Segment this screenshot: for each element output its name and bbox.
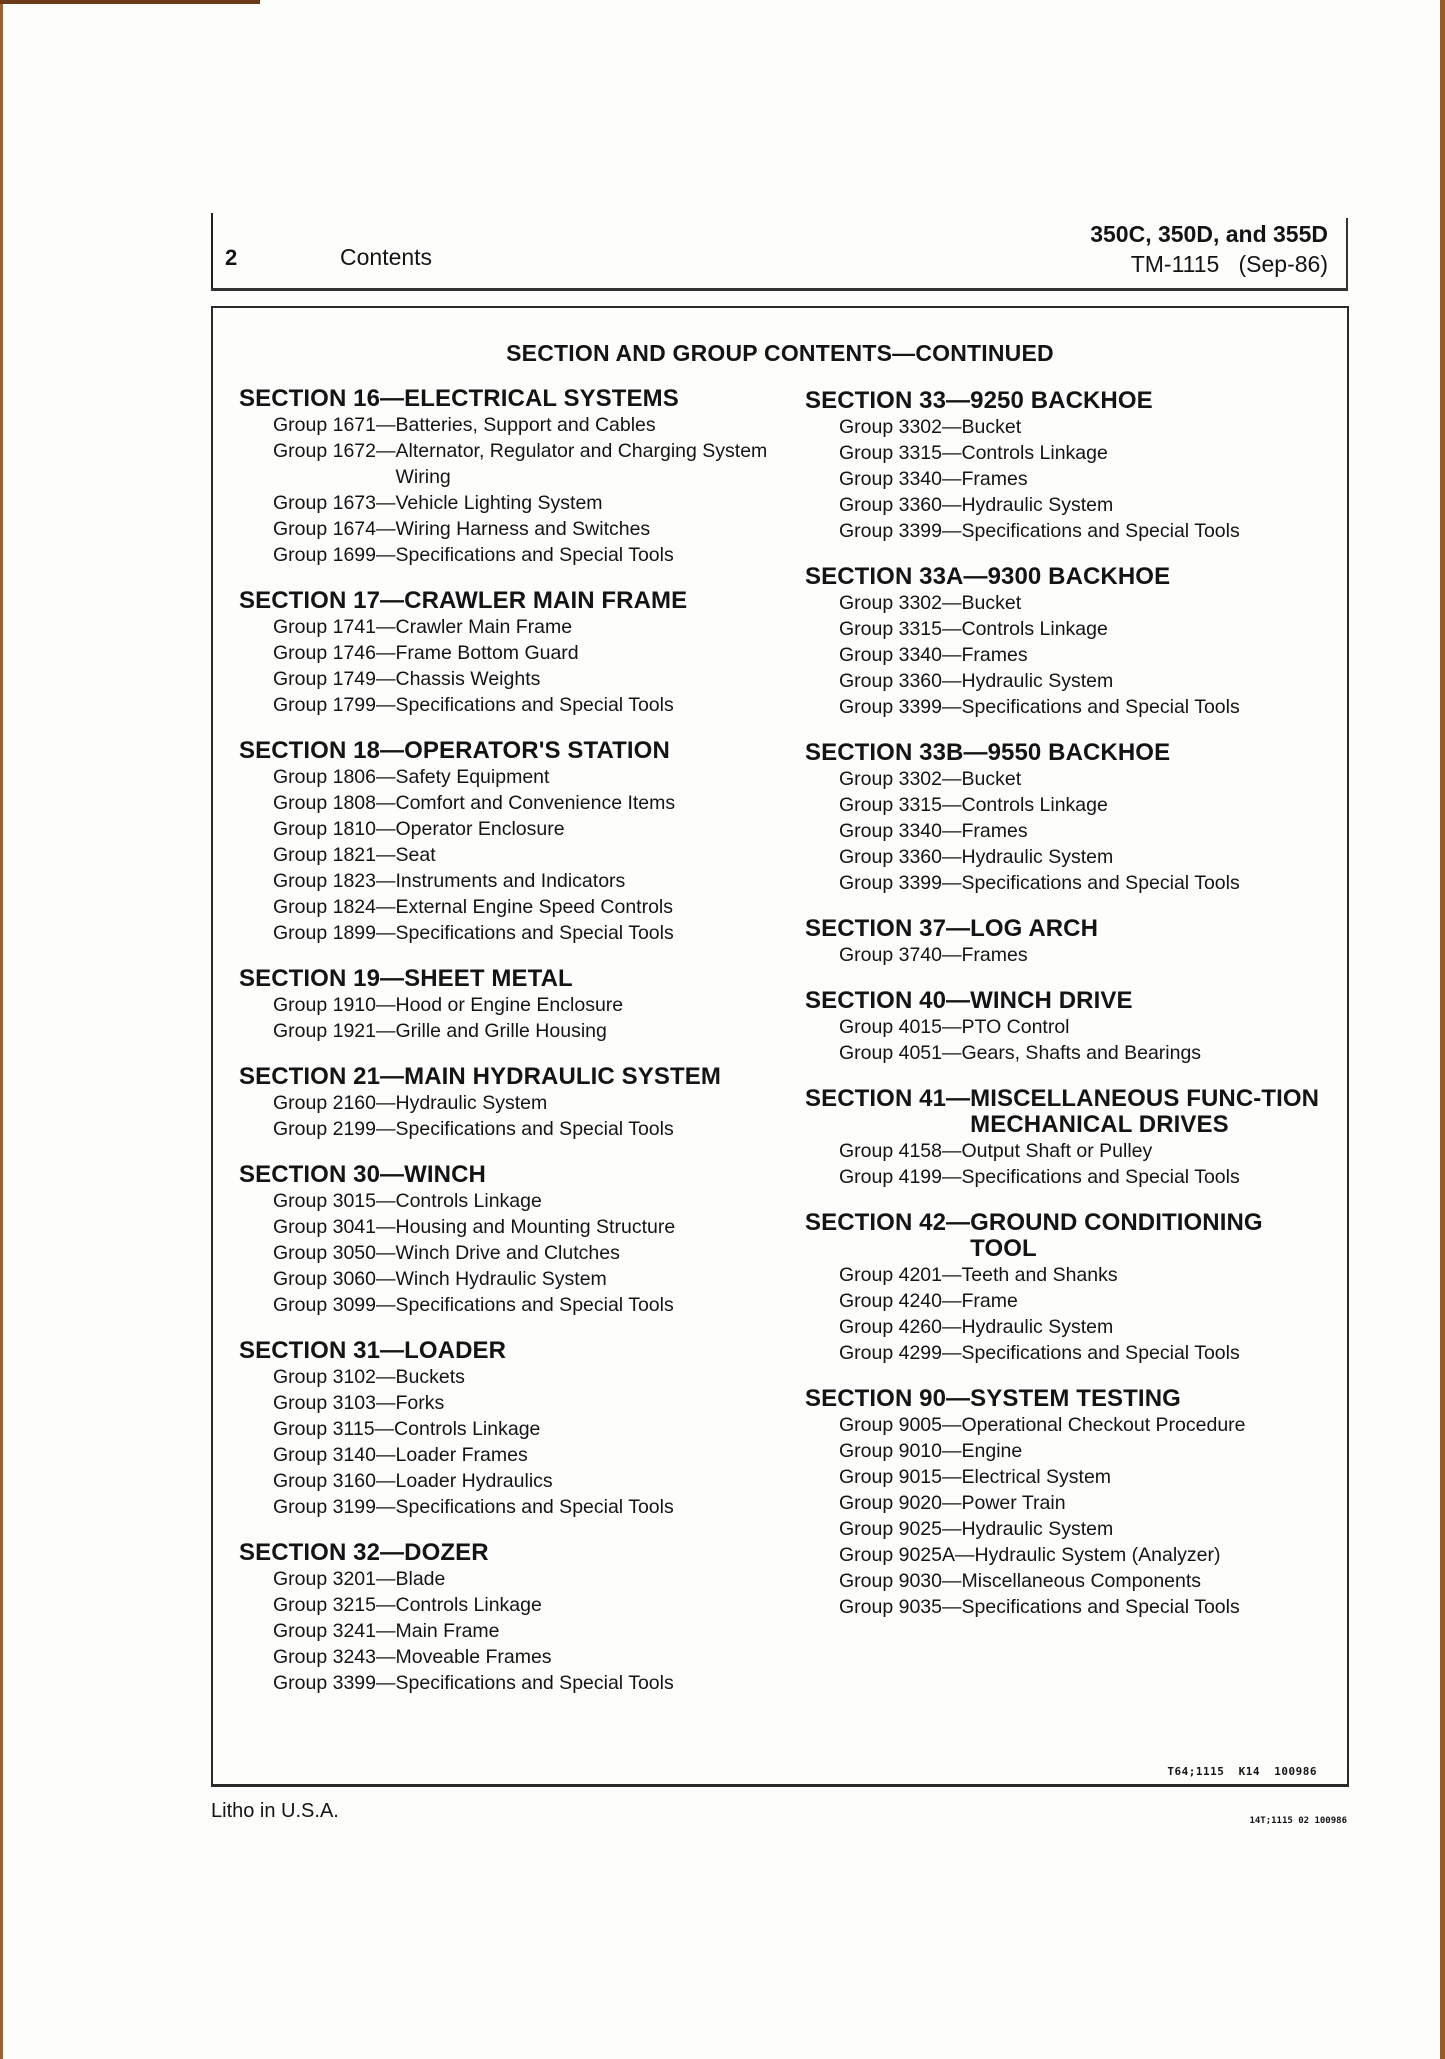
group-name: Hydraulic System: [961, 1518, 1114, 1540]
group-number: Group 3115—: [273, 1418, 395, 1440]
group-number: Group 4240—: [839, 1290, 962, 1312]
group-number: Group 1823—: [273, 870, 396, 892]
group-number: Group 3399—: [839, 520, 962, 542]
group-number: Group 3315—: [839, 794, 962, 816]
contents-box: [211, 306, 1349, 1787]
contents-title: SECTION AND GROUP CONTENTS—CONTINUED: [506, 340, 1054, 366]
group-entry: [239, 1416, 779, 1442]
section-number: SECTION 18—: [239, 737, 405, 764]
group-number: Group 3302—: [839, 416, 962, 438]
group-number: Group 3399—: [839, 872, 962, 894]
group-entry: [239, 1214, 779, 1240]
section-number: SECTION 33A—: [805, 563, 988, 590]
group-name: Hydraulic System: [961, 670, 1114, 692]
group-entry: [805, 1340, 1335, 1366]
group-number: Group 3302—: [839, 768, 962, 790]
group-name: Specifications and Special Tools: [395, 694, 674, 716]
group-entry: [805, 1594, 1335, 1620]
group-name: Controls Linkage: [961, 794, 1108, 816]
group-entry: [805, 1542, 1335, 1568]
group-number: Group 3302—: [839, 592, 962, 614]
group-name: Comfort and Convenience Items: [395, 792, 676, 814]
group-entry: [239, 1266, 779, 1292]
group-name: Hydraulic System: [961, 494, 1114, 516]
section-entry: [239, 1338, 779, 1520]
group-number: Group 2160—: [273, 1092, 396, 1114]
section-heading: [805, 1086, 1335, 1138]
group-name: Forks: [395, 1392, 445, 1414]
section-number: SECTION 37—: [805, 915, 971, 942]
group-number: Group 9025A—: [839, 1544, 975, 1566]
group-number: Group 1810—: [273, 818, 396, 840]
group-name: Specifications and Special Tools: [961, 696, 1240, 718]
section-heading: [239, 966, 779, 992]
group-name: Controls Linkage: [395, 1190, 542, 1212]
group-name: Wiring Harness and Switches: [395, 518, 651, 540]
group-entry: [805, 642, 1335, 668]
group-name: Frame: [961, 1290, 1018, 1312]
group-name: Moveable Frames: [395, 1646, 552, 1668]
page-edge-left: [0, 0, 3, 2059]
group-name: Specifications and Special Tools: [961, 1596, 1240, 1618]
group-number: Group 3102—: [273, 1366, 396, 1388]
group-number: Group 3099—: [273, 1294, 396, 1316]
group-number: Group 1673—: [273, 492, 396, 514]
group-number: Group 9025—: [839, 1518, 962, 1540]
group-name: Power Train: [961, 1492, 1066, 1514]
group-number: Group 1799—: [273, 694, 396, 716]
section-entry: [805, 916, 1335, 968]
group-entry: [805, 1164, 1335, 1190]
group-name: Chassis Weights: [395, 668, 541, 690]
group-number: Group 3160—: [273, 1470, 396, 1492]
group-entry: [239, 1188, 779, 1214]
group-name: Controls Linkage: [961, 442, 1108, 464]
group-number: Group 3041—: [273, 1216, 396, 1238]
group-entry: [805, 694, 1335, 720]
group-entry: [805, 1040, 1335, 1066]
group-entry: [239, 1566, 779, 1592]
group-name: Teeth and Shanks: [961, 1264, 1118, 1286]
section-entry: [805, 1210, 1335, 1366]
section-number: SECTION 19—: [239, 965, 405, 992]
group-number: Group 1671—: [273, 414, 396, 436]
group-name: Bucket: [961, 592, 1022, 614]
group-name: Specifications and Special Tools: [395, 1294, 674, 1316]
group-entry: [239, 1468, 779, 1494]
group-entry: [239, 1494, 779, 1520]
group-name: Specifications and Special Tools: [961, 1342, 1240, 1364]
section-number: SECTION 32—: [239, 1539, 405, 1566]
group-name: Winch Hydraulic System: [395, 1268, 607, 1290]
group-entry: [239, 542, 779, 568]
group-name: Hood or Engine Enclosure: [395, 994, 624, 1016]
group-entry: [805, 1014, 1335, 1040]
group-entry: [239, 1090, 779, 1116]
section-name: WINCH DRIVE: [970, 987, 1133, 1014]
group-name: Batteries, Support and Cables: [395, 414, 656, 436]
group-name: Frames: [961, 468, 1028, 490]
left-column: [239, 386, 779, 1716]
group-entry: [239, 1670, 779, 1696]
section-heading: [805, 916, 1335, 942]
group-entry: [239, 412, 779, 438]
group-entry: [239, 1644, 779, 1670]
group-name: Engine: [961, 1440, 1023, 1462]
group-entry: [805, 466, 1335, 492]
page-print-code: 14T;1115 02 100986: [1249, 1816, 1347, 1826]
page-edge-top: [0, 0, 260, 4]
group-name: Hydraulic System: [961, 1316, 1114, 1338]
section-entry: [805, 740, 1335, 896]
group-entry: [239, 1116, 779, 1142]
group-name: Specifications and Special Tools: [961, 1166, 1240, 1188]
group-number: Group 1808—: [273, 792, 396, 814]
group-number: Group 9035—: [839, 1596, 962, 1618]
section-number: SECTION 31—: [239, 1337, 405, 1364]
group-number: Group 9005—: [839, 1414, 962, 1436]
section-entry: [805, 1386, 1335, 1620]
group-entry: [239, 1442, 779, 1468]
group-number: Group 4201—: [839, 1264, 962, 1286]
group-entry: [805, 1464, 1335, 1490]
section-name: WINCH: [404, 1161, 486, 1188]
group-number: Group 3740—: [839, 944, 962, 966]
section-heading: [239, 588, 779, 614]
group-number: Group 4051—: [839, 1042, 962, 1064]
group-name: Alternator, Regulator and Charging System Wiring: [395, 440, 768, 488]
group-name: Output Shaft or Pulley: [961, 1140, 1153, 1162]
litho-notice: Litho in U.S.A.: [211, 1800, 339, 1822]
section-heading: [805, 988, 1335, 1014]
header-rule-right: [1346, 218, 1348, 290]
page-edge-right: [1440, 0, 1445, 2059]
group-entry: [239, 666, 779, 692]
group-entry: [239, 868, 779, 894]
group-number: Group 1910—: [273, 994, 396, 1016]
group-entry: [805, 1568, 1335, 1594]
group-number: Group 3201—: [273, 1568, 396, 1590]
group-number: Group 3360—: [839, 494, 962, 516]
section-number: SECTION 33—: [805, 387, 971, 414]
group-name: Hydraulic System: [961, 846, 1114, 868]
group-name: Specifications and Special Tools: [395, 1118, 674, 1140]
group-entry: [805, 1262, 1335, 1288]
header-rule-bottom: [211, 288, 1348, 291]
group-number: Group 9020—: [839, 1492, 962, 1514]
group-entry: [805, 492, 1335, 518]
section-name: MISCELLANEOUS FUNC-TION MECHANICAL DRIVES: [970, 1085, 1320, 1138]
section-name: CRAWLER MAIN FRAME: [404, 587, 688, 614]
section-name: GROUND CONDITIONING TOOL: [970, 1209, 1263, 1262]
group-name: Specifications and Special Tools: [395, 544, 674, 566]
group-number: Group 3050—: [273, 1242, 396, 1264]
group-name: Seat: [395, 844, 436, 866]
group-number: Group 9015—: [839, 1466, 962, 1488]
section-name: LOADER: [404, 1337, 507, 1364]
right-column: [805, 388, 1335, 1640]
group-name: Controls Linkage: [395, 1594, 542, 1616]
group-number: Group 3215—: [273, 1594, 396, 1616]
section-name: ELECTRICAL SYSTEMS: [404, 385, 679, 412]
section-heading: [239, 1064, 779, 1090]
group-number: Group 1899—: [273, 922, 396, 944]
section-number: SECTION 17—: [239, 587, 405, 614]
group-entry: [805, 942, 1335, 968]
group-name: Operator Enclosure: [395, 818, 565, 840]
group-number: Group 3315—: [839, 618, 962, 640]
group-entry: [239, 920, 779, 946]
group-entry: [239, 1240, 779, 1266]
section-heading: [805, 564, 1335, 590]
group-entry: [805, 616, 1335, 642]
group-name: Instruments and Indicators: [395, 870, 626, 892]
group-name: Specifications and Special Tools: [395, 922, 674, 944]
group-name: Loader Hydraulics: [395, 1470, 553, 1492]
group-entry: [805, 440, 1335, 466]
group-number: Group 3015—: [273, 1190, 396, 1212]
group-entry: [805, 1516, 1335, 1542]
group-entry: [239, 992, 779, 1018]
group-name: Controls Linkage: [961, 618, 1108, 640]
group-name: Bucket: [961, 768, 1022, 790]
section-heading: [239, 386, 779, 412]
group-number: Group 2199—: [273, 1118, 396, 1140]
section-entry: [239, 1540, 779, 1696]
group-number: Group 4299—: [839, 1342, 962, 1364]
section-heading: [805, 388, 1335, 414]
group-name: Vehicle Lighting System: [395, 492, 603, 514]
group-entry: [239, 1618, 779, 1644]
group-name: Gears, Shafts and Bearings: [961, 1042, 1202, 1064]
group-number: Group 1699—: [273, 544, 396, 566]
section-entry: [239, 966, 779, 1044]
group-entry: [805, 590, 1335, 616]
group-entry: [805, 518, 1335, 544]
group-entry: [239, 614, 779, 640]
group-number: Group 3241—: [273, 1620, 396, 1642]
section-entry: [239, 1064, 779, 1142]
group-number: Group 1672—: [273, 440, 396, 462]
group-number: Group 3399—: [273, 1672, 396, 1694]
group-entry: [805, 1314, 1335, 1340]
group-entry: [805, 792, 1335, 818]
group-number: Group 3199—: [273, 1496, 396, 1518]
group-entry: [239, 894, 779, 920]
section-name: OPERATOR'S STATION: [404, 737, 670, 764]
group-number: Group 1749—: [273, 668, 396, 690]
section-name: SHEET METAL: [404, 965, 573, 992]
group-name: Hydraulic System (Analyzer): [974, 1544, 1221, 1566]
group-entry: [805, 1438, 1335, 1464]
group-number: Group 1674—: [273, 518, 396, 540]
group-entry: [239, 1390, 779, 1416]
group-entry: [239, 1364, 779, 1390]
group-entry: [805, 668, 1335, 694]
section-heading: [239, 738, 779, 764]
group-number: Group 1741—: [273, 616, 396, 638]
group-number: Group 3399—: [839, 696, 962, 718]
group-entry: [239, 516, 779, 542]
group-number: Group 1824—: [273, 896, 396, 918]
group-name: Frames: [961, 644, 1028, 666]
group-name: Blade: [395, 1568, 446, 1590]
model-numbers: 350C, 350D, and 355D: [1090, 221, 1328, 247]
group-name: Bucket: [961, 416, 1022, 438]
group-name: Winch Drive and Clutches: [395, 1242, 620, 1264]
section-entry: [805, 564, 1335, 720]
group-entry: [805, 1412, 1335, 1438]
group-entry: [239, 490, 779, 516]
group-name: Controls Linkage: [394, 1418, 541, 1440]
section-entry: [239, 738, 779, 946]
group-name: Electrical System: [961, 1466, 1112, 1488]
running-title: Contents: [340, 244, 433, 270]
section-heading: [805, 1210, 1335, 1262]
group-name: Buckets: [395, 1366, 465, 1388]
section-name: 9300 BACKHOE: [987, 563, 1171, 590]
section-number: SECTION 30—: [239, 1161, 405, 1188]
group-name: Specifications and Special Tools: [961, 520, 1240, 542]
section-name: DOZER: [404, 1539, 489, 1566]
group-number: Group 3140—: [273, 1444, 396, 1466]
group-number: Group 3243—: [273, 1646, 396, 1668]
section-number: SECTION 33B—: [805, 739, 988, 766]
group-entry: [805, 766, 1335, 792]
section-heading: [805, 740, 1335, 766]
section-number: SECTION 42—: [805, 1209, 971, 1236]
group-entry: [239, 1592, 779, 1618]
section-entry: [239, 386, 779, 568]
group-number: Group 1821—: [273, 844, 396, 866]
group-entry: [239, 816, 779, 842]
group-name: Operational Checkout Procedure: [961, 1414, 1246, 1436]
group-name: Grille and Grille Housing: [395, 1020, 607, 1042]
group-entry: [239, 790, 779, 816]
group-entry: [239, 1018, 779, 1044]
group-number: Group 3340—: [839, 644, 962, 666]
section-entry: [239, 588, 779, 718]
section-heading: [805, 1386, 1335, 1412]
group-name: Main Frame: [395, 1620, 500, 1642]
group-entry: [239, 1292, 779, 1318]
group-name: Frames: [961, 820, 1028, 842]
group-entry: [239, 438, 779, 490]
group-name: Frame Bottom Guard: [395, 642, 579, 664]
group-number: Group 4260—: [839, 1316, 962, 1338]
section-name: SYSTEM TESTING: [970, 1385, 1181, 1412]
group-entry: [805, 844, 1335, 870]
group-name: Housing and Mounting Structure: [395, 1216, 676, 1238]
section-entry: [239, 1162, 779, 1318]
group-number: Group 4015—: [839, 1016, 962, 1038]
section-number: SECTION 90—: [805, 1385, 971, 1412]
section-name: MAIN HYDRAULIC SYSTEM: [404, 1063, 721, 1090]
group-name: Specifications and Special Tools: [395, 1496, 674, 1518]
section-entry: [805, 1086, 1335, 1190]
group-number: Group 3340—: [839, 820, 962, 842]
group-name: External Engine Speed Controls: [395, 896, 674, 918]
group-entry: [239, 640, 779, 666]
group-name: Specifications and Special Tools: [395, 1672, 674, 1694]
section-name: 9250 BACKHOE: [970, 387, 1153, 414]
section-number: SECTION 16—: [239, 385, 405, 412]
group-number: Group 3360—: [839, 670, 962, 692]
section-name: LOG ARCH: [970, 915, 1099, 942]
group-name: PTO Control: [961, 1016, 1070, 1038]
group-entry: [239, 692, 779, 718]
section-heading: [239, 1338, 779, 1364]
group-name: Frames: [961, 944, 1028, 966]
header-rule-left: [211, 213, 213, 291]
section-name: 9550 BACKHOE: [987, 739, 1171, 766]
group-number: Group 1921—: [273, 1020, 396, 1042]
group-name: Crawler Main Frame: [395, 616, 573, 638]
group-number: Group 3060—: [273, 1268, 396, 1290]
group-entry: [805, 1288, 1335, 1314]
group-number: Group 1806—: [273, 766, 396, 788]
group-entry: [805, 1490, 1335, 1516]
group-number: Group 9010—: [839, 1440, 962, 1462]
group-name: Specifications and Special Tools: [961, 872, 1240, 894]
group-name: Miscellaneous Components: [961, 1570, 1202, 1592]
section-number: SECTION 40—: [805, 987, 971, 1014]
group-number: Group 4199—: [839, 1166, 962, 1188]
group-entry: [805, 818, 1335, 844]
group-entry: [805, 414, 1335, 440]
group-number: Group 4158—: [839, 1140, 962, 1162]
group-entry: [239, 764, 779, 790]
box-print-code: T64;1115 K14 100986: [1167, 1765, 1317, 1778]
section-number: SECTION 21—: [239, 1063, 405, 1090]
section-heading: [239, 1162, 779, 1188]
page-number: 2: [225, 245, 238, 270]
group-entry: [805, 870, 1335, 896]
group-number: Group 3103—: [273, 1392, 396, 1414]
section-entry: [805, 388, 1335, 544]
group-number: Group 3360—: [839, 846, 962, 868]
manual-identification: [1090, 219, 1328, 279]
section-heading: [239, 1540, 779, 1566]
group-entry: [805, 1138, 1335, 1164]
group-name: Safety Equipment: [395, 766, 550, 788]
manual-number: TM-1115 (Sep-86): [1130, 251, 1328, 277]
section-number: SECTION 41—: [805, 1085, 971, 1112]
group-number: Group 1746—: [273, 642, 396, 664]
group-name: Hydraulic System: [395, 1092, 548, 1114]
section-entry: [805, 988, 1335, 1066]
group-number: Group 3315—: [839, 442, 962, 464]
group-entry: [239, 842, 779, 868]
group-number: Group 9030—: [839, 1570, 962, 1592]
group-name: Loader Frames: [395, 1444, 528, 1466]
group-number: Group 3340—: [839, 468, 962, 490]
